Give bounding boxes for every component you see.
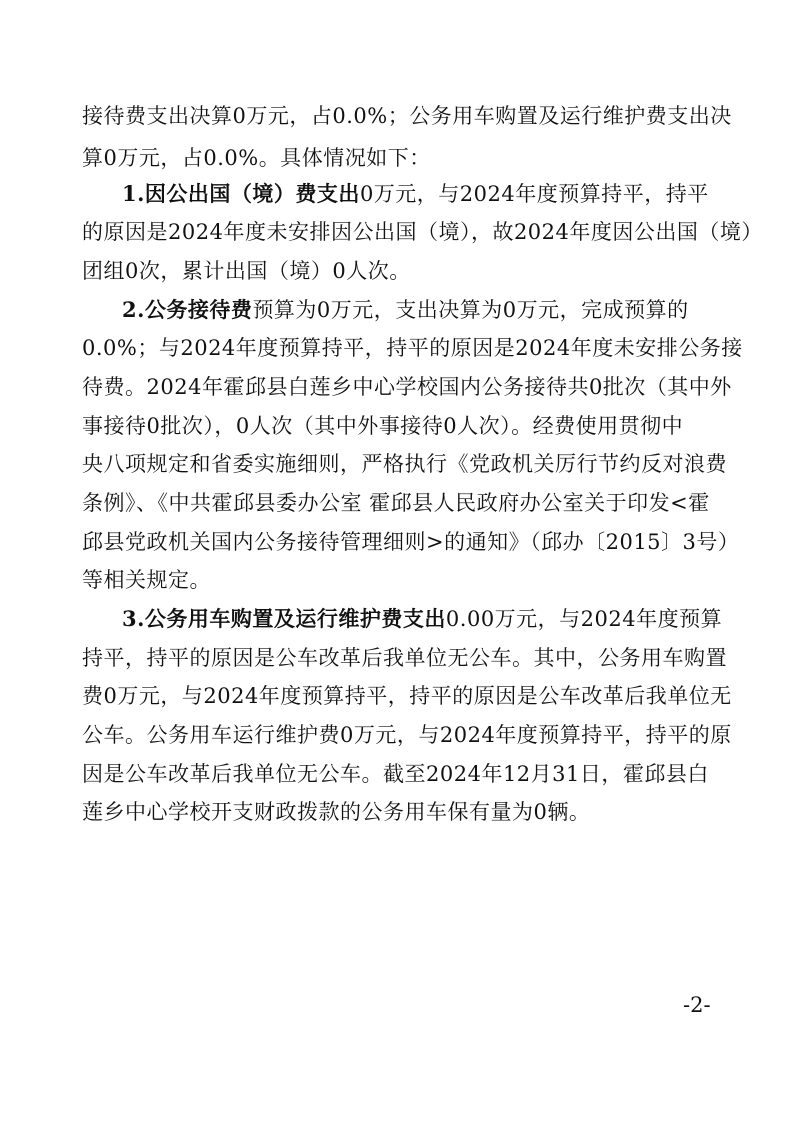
item2-line-6: 条例》、《中共霍邱县委办公室 霍邱县人民政府办公室关于印发<霍 — [82, 491, 710, 515]
item1-line-3: 团组0次，累计出国（境）0人次。 — [82, 259, 411, 283]
item3-line-3: 费0万元，与2024年度预算持平，持平的原因是公车改革后我单位无 — [82, 684, 732, 708]
item2-line-2: 0.0%；与2024年度预算持平，持平的原因是2024年度未安排公务接 — [82, 336, 743, 360]
item3-first-line — [122, 601, 723, 637]
item2-line-3: 待费。2024年霍邱县白莲乡中心学校国内公务接待共0批次（其中外 — [82, 375, 732, 399]
item2-line-1: 预算为0万元，支出决算为0万元，完成预算的 — [252, 298, 689, 322]
item1-first-line — [122, 176, 712, 212]
item2-first-line — [122, 292, 712, 328]
intro-line-2: 算0万元，占0.0%。具体情况如下： — [82, 146, 431, 170]
item2-line-8: 等相关规定。 — [82, 568, 211, 592]
item1-line-2: 的原因是2024年度未安排因公出国（境），故2024年度因公出国（境） — [82, 220, 763, 244]
item3-line-2: 持平，持平的原因是公车改革后我单位无公车。其中，公务用车购置 — [82, 646, 727, 670]
item3-line-4: 公车。公务用车运行维护费0万元，与2024年度预算持平，持平的原 — [82, 723, 732, 747]
item3-line-6: 莲乡中心学校开支财政拨款的公务用车保有量为0辆。 — [82, 800, 591, 824]
item3-heading: 3.公务用车购置及运行维护费支出 — [122, 606, 446, 631]
item2-line-4: 事接待0批次），0人次（其中外事接待0人次）。经费使用贯彻中 — [82, 414, 684, 438]
item2-line-5: 央八项规定和省委实施细则，严格执行《党政机关厉行节约反对浪费 — [82, 452, 727, 476]
item1-line-1: 0万元，与2024年度预算持平，持平 — [359, 182, 709, 206]
item2-heading: 2.公务接待费 — [122, 297, 253, 322]
item3-line-1: 0.00万元，与2024年度预算 — [445, 607, 723, 631]
page-number: -2- — [683, 993, 711, 1017]
item1-heading: 1.因公出国（境）费支出 — [122, 181, 360, 206]
intro-line-1: 接待费支出决算0万元，占0.0%；公务用车购置及运行维护费支出决 — [82, 104, 732, 128]
item2-line-7: 邱县党政机关国内公务接待管理细则>的通知》（邱办〔2015〕3号） — [82, 530, 740, 554]
item3-line-5: 因是公车改革后我单位无公车。截至2024年12月31日，霍邱县白 — [82, 762, 709, 786]
